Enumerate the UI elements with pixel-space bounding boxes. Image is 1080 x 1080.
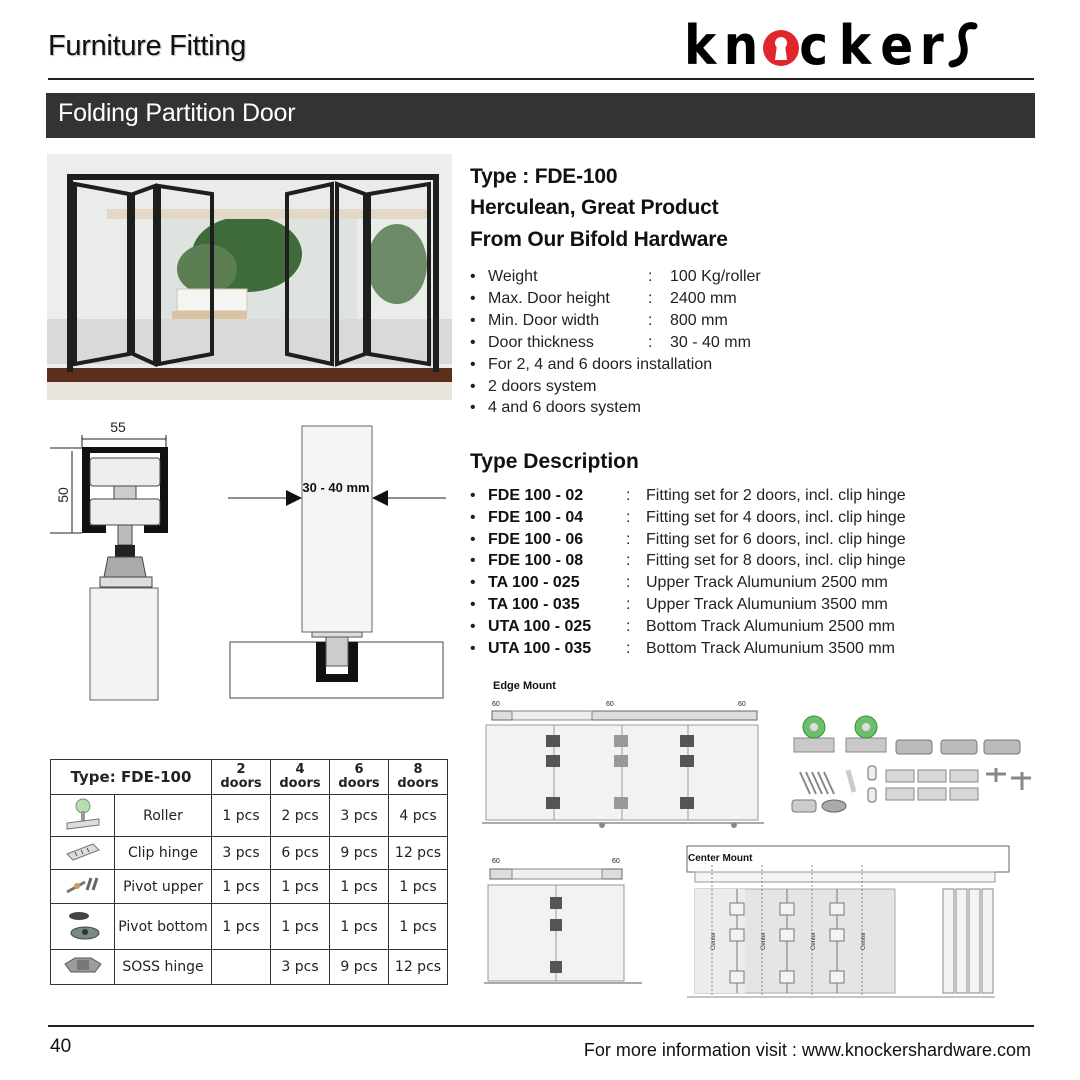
col-header-4-doors: 4 doors [271, 760, 330, 795]
svg-text:k: k [684, 18, 717, 70]
pivot-upper-icon [63, 872, 103, 898]
svg-text:Center: Center [761, 931, 767, 950]
door-thickness-diagram [228, 424, 448, 704]
type-item: • UTA 100 - 025 : Bottom Track Alumunium 2500 mm [470, 616, 906, 638]
knockers-logo-icon [684, 18, 984, 70]
svg-text:60: 60 [612, 858, 620, 865]
type-item: • TA 100 - 025 : Upper Track Alumunium 2500 mm [470, 572, 906, 594]
feature-item: • 4 and 6 doors system [470, 397, 761, 419]
banner-title: Folding Partition Door [58, 99, 296, 127]
door-bottom-guide-icon [228, 424, 448, 704]
pivot-bottom-icon [63, 907, 103, 943]
center-mount-diagram [685, 845, 1035, 1002]
two-door-edge-mount-diagram [484, 855, 644, 1000]
svg-text:60: 60 [492, 701, 500, 708]
table-row: Pivot bottom 1 pcs 1 pcs 1 pcs 1 pcs [51, 904, 448, 950]
bullet-icon: • [470, 377, 476, 395]
table-header-row [51, 760, 448, 795]
svg-text:60: 60 [606, 701, 614, 708]
svg-text:60: 60 [492, 858, 500, 865]
bullet-icon: • [470, 508, 476, 526]
bullet-icon: • [470, 311, 476, 329]
table-type-header: Type: FDE-100 [51, 760, 212, 795]
svg-text:Center: Center [711, 931, 717, 950]
bullet-icon: • [470, 595, 476, 613]
header-divider [48, 78, 1034, 80]
col-header-6-doors: 6 doors [330, 760, 389, 795]
svg-text:Center: Center [811, 931, 817, 950]
hardware-kit-icon [786, 712, 1036, 822]
product-tagline-2: From Our Bifold Hardware [470, 228, 728, 251]
soss-hinge-icon [61, 952, 105, 978]
table-row: Clip hinge 3 pcs 6 pcs 9 pcs 12 pcs [51, 837, 448, 870]
svg-text:55: 55 [110, 419, 126, 435]
bullet-icon: • [470, 552, 476, 570]
section-title: Furniture Fitting [48, 30, 246, 62]
type-item: • TA 100 - 035 : Upper Track Alumunium 3500 mm [470, 594, 906, 616]
bullet-icon: • [470, 530, 476, 548]
bullet-icon: • [470, 289, 476, 307]
clip-hinge-icon [63, 840, 103, 862]
edge-mount-diagram [482, 697, 772, 832]
edge-mount-drawing-icon [482, 697, 772, 832]
track-profile-icon [48, 415, 178, 705]
spec-item: • Min. Door width : 800 mm [470, 310, 761, 332]
table-row: Pivot upper 1 pcs 1 pcs 1 pcs 1 pcs [51, 870, 448, 904]
bullet-icon: • [470, 333, 476, 351]
spec-item: • Weight : 100 Kg/roller [470, 266, 761, 288]
svg-text:Center: Center [861, 931, 867, 950]
edge-mount-label: Edge Mount [493, 680, 556, 692]
bullet-icon: • [470, 268, 476, 285]
svg-text:30 - 40 mm: 30 - 40 mm [302, 480, 370, 495]
svg-text:50: 50 [55, 487, 71, 503]
svg-text:n: n [723, 18, 759, 70]
center-mount-label: Center Mount [688, 853, 753, 864]
bullet-icon: • [470, 399, 476, 417]
two-door-drawing-icon [484, 855, 644, 1000]
svg-text:e: e [880, 18, 914, 70]
center-mount-drawing-icon [685, 845, 1035, 1002]
bullet-icon: • [470, 574, 476, 592]
bullet-icon: • [470, 355, 476, 373]
svg-text:60: 60 [738, 701, 746, 708]
parts-quantity-table [50, 759, 448, 985]
brand-logo [684, 18, 984, 70]
type-description-title: Type Description [470, 450, 639, 473]
spec-item: • Door thickness : 30 - 40 mm [470, 332, 761, 354]
svg-text:c: c [799, 18, 829, 70]
hardware-kit-photo [786, 712, 1036, 822]
type-item: • FDE 100 - 04 : Fitting set for 4 doors, incl. clip hinge [470, 507, 906, 529]
bullet-icon: • [470, 639, 476, 657]
col-header-8-doors: 8 doors [389, 760, 448, 795]
bullet-icon: • [470, 487, 476, 504]
type-item: • FDE 100 - 02 : Fitting set for 2 doors, incl. clip hinge [470, 485, 906, 507]
table-row: Roller 1 pcs 2 pcs 3 pcs 4 pcs [51, 795, 448, 837]
footer-divider [48, 1025, 1034, 1027]
table-row: SOSS hinge 3 pcs 9 pcs 12 pcs [51, 950, 448, 985]
roller-icon [63, 797, 103, 831]
type-item: • FDE 100 - 06 : Fitting set for 6 doors, incl. clip hinge [470, 529, 906, 551]
feature-item: • 2 doors system [470, 376, 761, 398]
bullet-icon: • [470, 617, 476, 635]
folding-door-photo [47, 154, 452, 400]
feature-item: • For 2, 4 and 6 doors installation [470, 354, 761, 376]
footer-website-link[interactable]: For more information visit : www.knockershardware.com [583, 1040, 1031, 1060]
folding-door-photo-icon [47, 154, 452, 400]
col-header-2-doors: 2 doors [212, 760, 271, 795]
svg-text:k: k [838, 18, 872, 70]
track-cross-section-diagram [48, 415, 178, 705]
spec-list [470, 266, 761, 419]
product-type: Type : FDE-100 [470, 165, 618, 188]
type-description-list [470, 485, 906, 659]
type-item: • UTA 100 - 035 : Bottom Track Alumunium 3500 mm [470, 638, 906, 660]
page-number: 40 [50, 1036, 72, 1057]
product-tagline-1: Herculean, Great Product [470, 196, 719, 219]
svg-text:r: r [919, 18, 944, 70]
spec-item: • Max. Door height : 2400 mm [470, 288, 761, 310]
type-item: • FDE 100 - 08 : Fitting set for 8 doors, incl. clip hinge [470, 550, 906, 572]
